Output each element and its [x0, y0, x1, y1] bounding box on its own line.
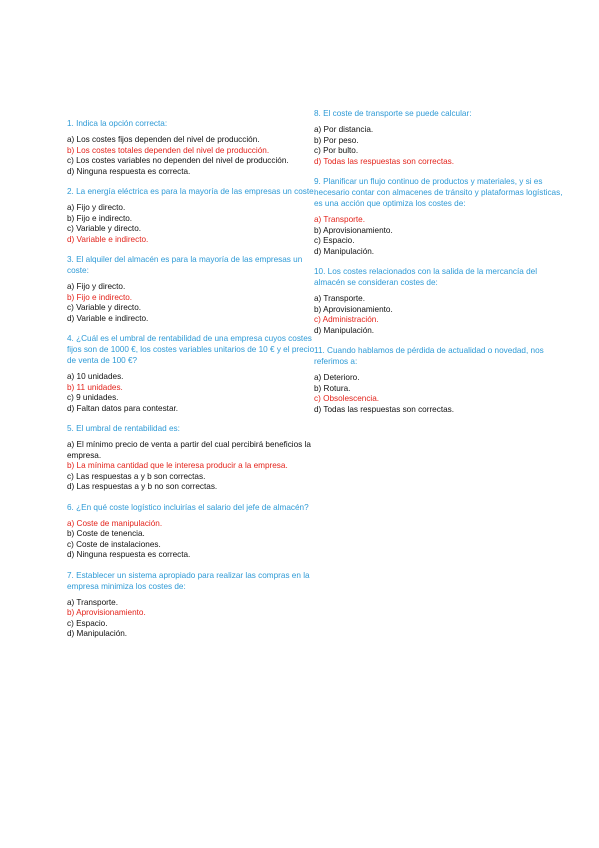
question-title: 4. ¿Cuál es el umbral de rentabilidad de una empresa cuyos costes fijos son de 1000 €, los costes variables unitarios de 10 € y el precio de venta de 100 €? — [67, 334, 315, 365]
question-title: 8. El coste de transporte se puede calcular: — [314, 109, 472, 118]
question-block — [67, 118, 317, 177]
answer-option: a) Transporte. — [67, 597, 118, 607]
answer-option: b) Aprovisionamiento. — [314, 304, 393, 314]
question-title: 6. ¿En qué coste logístico incluirías el salario del jefe de almacén? — [67, 502, 309, 512]
answer-option: a) 10 unidades. — [67, 372, 124, 381]
question-block — [67, 423, 317, 493]
question-block — [67, 186, 317, 245]
question-block — [67, 502, 317, 561]
answer-option: d) Las respuestas a y b no son correctas. — [67, 482, 218, 491]
answer-option: d) Manipulación. — [314, 246, 375, 256]
answer-option: c) Espacio. — [314, 236, 355, 245]
answer-option: d) Todas las respuestas son correctas. — [314, 404, 455, 414]
answer-option: a) Fijo y directo. — [67, 203, 126, 212]
answer-option-correct: d) Todas las respuestas son correctas. — [314, 156, 455, 166]
answer-option-correct: a) Coste de manipulación. — [67, 518, 163, 528]
answer-option-correct: b) Fijo e indirecto. — [67, 292, 133, 302]
answer-option: c) Variable y directo. — [67, 303, 142, 312]
answer-option: d) Ninguna respuesta es correcta. — [67, 166, 191, 176]
answer-option: d) Faltan datos para contestar. — [67, 403, 179, 413]
question-title: 5. El umbral de rentabilidad es: — [67, 424, 180, 433]
answer-option: a) Por distancia. — [314, 125, 374, 134]
answer-option: c) 9 unidades. — [67, 393, 119, 402]
question-title: 2. La energía eléctrica es para la mayoría de las empresas un coste: — [67, 187, 316, 196]
answer-option: b) Aprovisionamiento. — [314, 225, 393, 235]
question-title: 1. Indica la opción correcta: — [67, 119, 168, 128]
answer-option-correct: a) Transporte. — [314, 215, 365, 224]
answer-option-correct: c) Administración. — [314, 315, 379, 324]
answer-option: b) Rotura. — [314, 383, 351, 393]
answer-option: c) Variable y directo. — [67, 224, 142, 233]
answer-option-correct: d) Variable e indirecto. — [67, 234, 149, 244]
question-block — [314, 108, 564, 167]
answer-option: a) Deterioro. — [314, 373, 360, 382]
question-block — [67, 254, 317, 324]
question-block — [314, 345, 564, 415]
answer-option: a) El mínimo precio de venta a partir del cual percibirá beneficios la empresa. — [67, 440, 311, 460]
answer-option: a) Los costes fijos dependen del nivel de producción. — [67, 135, 260, 144]
answer-option: d) Ninguna respuesta es correcta. — [67, 550, 191, 559]
answer-option: b) Fijo e indirecto. — [67, 213, 133, 223]
question-block — [67, 570, 317, 640]
right-column — [314, 108, 564, 424]
answer-option: b) Coste de tenencia. — [67, 529, 145, 538]
answer-option: b) Por peso. — [314, 135, 359, 145]
answer-option-correct: b) La mínima cantidad que le interesa producir a la empresa. — [67, 461, 288, 470]
answer-option-correct: b) 11 unidades. — [67, 382, 123, 392]
question-title: 11. Cuando hablamos de pérdida de actualidad o novedad, nos referimos a: — [314, 346, 544, 366]
answer-option: a) Transporte. — [314, 294, 365, 303]
answer-option: c) Espacio. — [67, 618, 108, 628]
answer-option: c) Por bulto. — [314, 146, 359, 155]
answer-option-correct: c) Obsolescencia. — [314, 394, 380, 403]
question-title: 3. El alquiler del almacén es para la mayoría de las empresas un coste: — [67, 255, 303, 275]
answer-option: c) Coste de instalaciones. — [67, 539, 161, 549]
answer-option: d) Manipulación. — [314, 325, 375, 335]
answer-option: d) Variable e indirecto. — [67, 313, 149, 323]
question-block — [314, 266, 564, 336]
answer-option: c) Los costes variables no dependen del nivel de producción. — [67, 156, 289, 165]
left-column — [67, 118, 317, 649]
answer-option-correct: b) Aprovisionamiento. — [67, 608, 146, 617]
question-title: 9. Planificar un flujo continuo de productos y materiales, y si es necesario contar con almacenes de tránsito y plataformas logísticas, es una acción que optimiza los costes de: — [314, 177, 563, 208]
question-title: 10. Los costes relacionados con la salida de la mercancía del almacén se consideran costes de: — [314, 267, 538, 287]
question-block — [67, 333, 317, 414]
answer-option: a) Fijo y directo. — [67, 282, 126, 291]
answer-option: d) Manipulación. — [67, 629, 128, 638]
question-block — [314, 176, 564, 257]
answer-option: c) Las respuestas a y b son correctas. — [67, 471, 206, 481]
answer-option-correct: b) Los costes totales dependen del nivel de producción. — [67, 145, 270, 155]
question-title: 7. Establecer un sistema apropiado para realizar las compras en la empresa minimiza los costes de: — [67, 570, 310, 591]
